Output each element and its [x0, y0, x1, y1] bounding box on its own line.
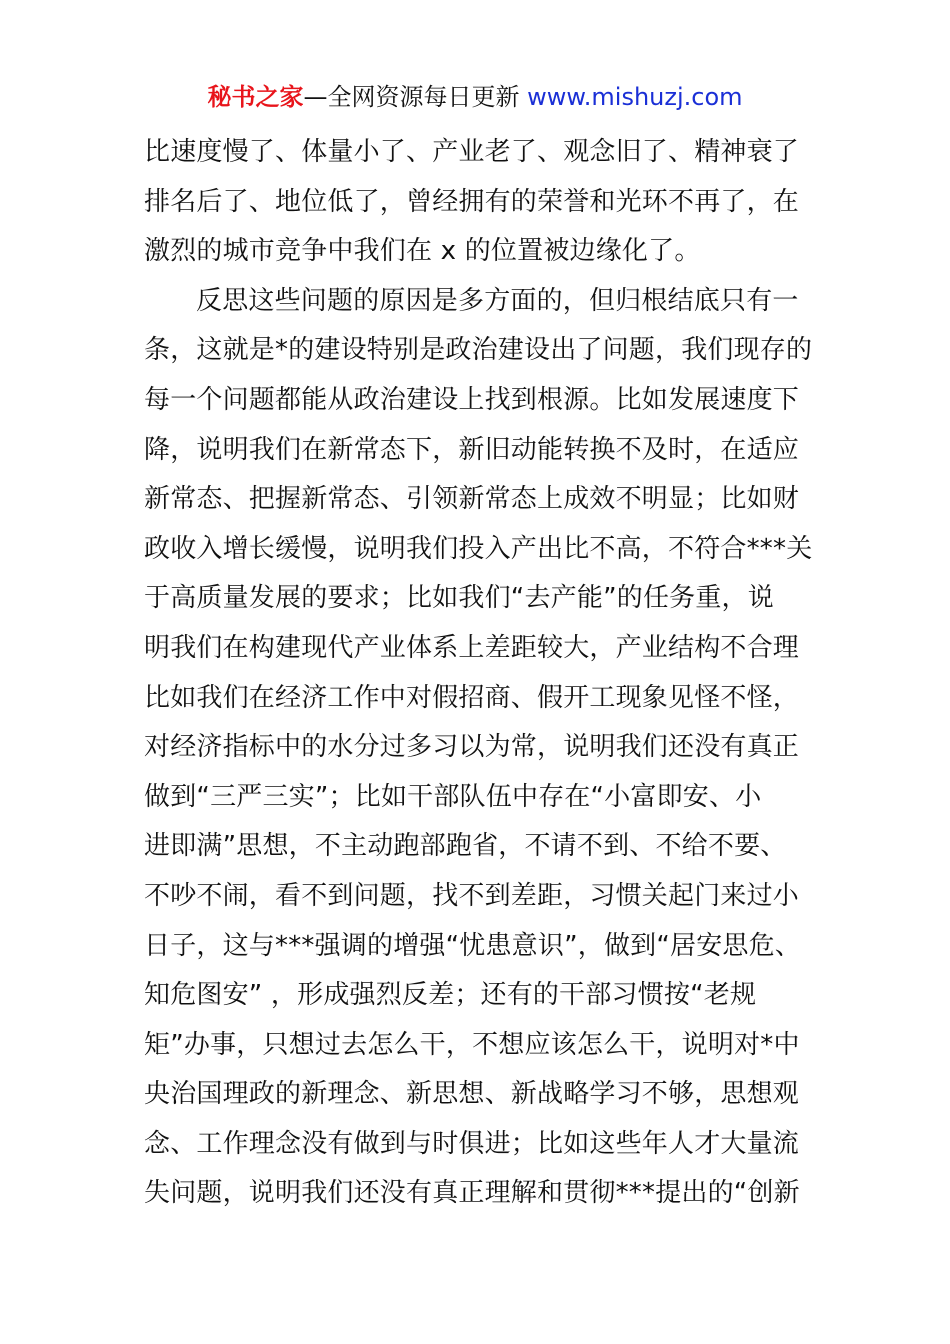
text-line: 新常态、把握新常态、引领新常态上成效不明显；比如财	[144, 484, 800, 515]
text-line: 不吵不闹，看不到问题，找不到差距，习惯关起门来过小	[144, 880, 800, 911]
text-line: 失问题，说明我们还没有真正理解和贯彻***提出的“创新	[144, 1178, 800, 1209]
text-line: 知危图安” ，形成强烈反差；还有的干部习惯按“老规	[144, 980, 757, 1011]
text-line: 每一个问题都能从政治建设上找到根源。比如发展速度下	[144, 384, 800, 415]
text-line: 排名后了、地位低了，曾经拥有的荣誉和光环不再了，在	[144, 186, 800, 217]
site-tagline: —全网资源每日更新	[303, 83, 520, 111]
text-line: 进即满”思想，不主动跑部跑省，不请不到、不给不要、	[144, 831, 787, 862]
text-line: 明我们在构建现代产业体系上差距较大，产业结构不合理	[144, 632, 800, 663]
text-line: 条，这就是*的建设特别是政治建设出了问题，我们现存的	[144, 335, 813, 366]
document-body	[144, 128, 812, 1219]
page-header	[0, 80, 950, 114]
site-url[interactable]: www.mishuzj.com	[527, 83, 743, 111]
text-line: 激烈的城市竞争中我们在 x 的位置被边缘化了。	[144, 236, 701, 267]
text-line: 做到“三严三实”；比如干部队伍中存在“小富即安、小	[144, 781, 762, 812]
paragraph-start-line: 反思这些问题的原因是多方面的，但归根结底只有一	[196, 285, 799, 316]
text-line: 降，说明我们在新常态下，新旧动能转换不及时，在适应	[144, 434, 800, 465]
text-line: 比速度慢了、体量小了、产业老了、观念旧了、精神衰了	[144, 137, 800, 167]
text-line: 念、工作理念没有做到与时俱进；比如这些年人才大量流	[144, 1128, 800, 1159]
text-line: 对经济指标中的水分过多习以为常，说明我们还没有真正	[144, 732, 800, 763]
text-line: 于高质量发展的要求；比如我们“去产能”的任务重，说	[144, 583, 774, 614]
text-line: 央治国理政的新理念、新思想、新战略学习不够，思想观	[144, 1079, 800, 1110]
text-line: 政收入增长缓慢，说明我们投入产出比不高，不符合***关	[144, 533, 813, 564]
site-brand: 秘书之家	[207, 83, 304, 111]
text-line: 日子，这与***强调的增强“忧患意识”，做到“居安思危、	[144, 930, 802, 961]
text-line: 比如我们在经济工作中对假招商、假开工现象见怪不怪，	[144, 682, 800, 713]
text-line: 矩”办事，只想过去怎么干，不想应该怎么干，说明对*中	[144, 1029, 800, 1060]
